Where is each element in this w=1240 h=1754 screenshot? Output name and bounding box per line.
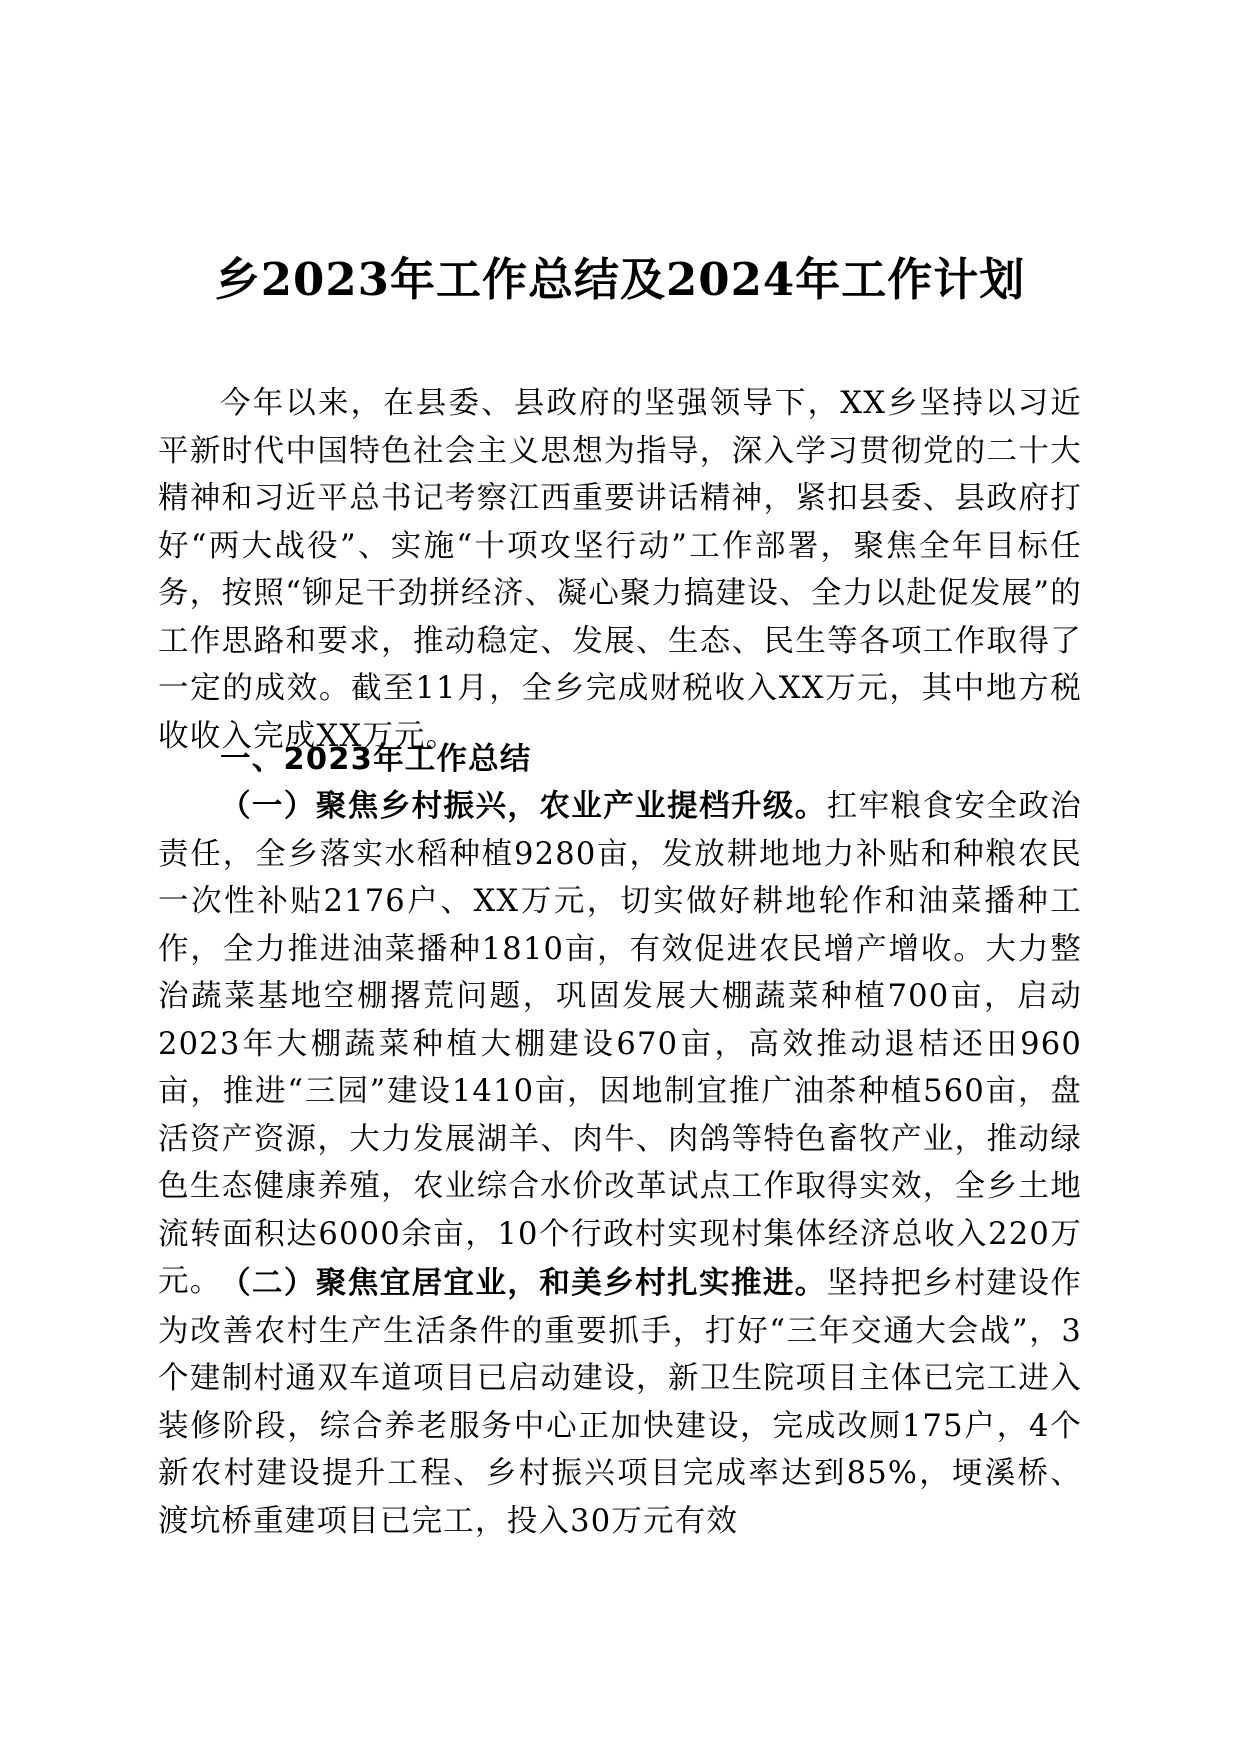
paragraph-body-livable-countryside: 坚持把乡村建设作为改善农村生产生活条件的重要抓手，打好“三年交通大会战”，3个建制村通双车道项目已启动建设，新卫生院项目主体已完工进入装修阶段，综合养老服务中心正加快建设，完成改厕175户，4个新农村建设提升工程、乡村振兴项目完成率达到85%，埂溪桥、渡坑桥重建项目已完工，投入30万元有效 [158,1266,1082,1539]
paragraph-lead-rural-revitalization: （一）聚焦乡村振兴，农业产业提档升级。 [220,788,827,824]
paragraph-livable-countryside [158,1260,1082,1545]
intro-paragraph: 今年以来，在县委、县政府的坚强领导下，XX乡坚持以习近平新时代中国特色社会主义思想为指导，深入学习贯彻党的二十大精神和习近平总书记考察江西重要讲话精神，紧扣县委、县政府打好“两大战役”、实施“十项攻坚行动”工作部署，聚焦全年目标任务，按照“铆足干劲拼经济、凝心聚力搞建设、全力以赴促发展”的工作思路和要求，推动稳定、发展、生态、民生等各项工作取得了一定的成效。截至11月，全乡完成财税收入XX万元，其中地方税收收入完成XX万元。 [158,386,1082,754]
paragraph-body-rural-revitalization: 扛牢粮食安全政治责任，全乡落实水稻种植9280亩，发放耕地地力补贴和种粮农民一次性补贴2176户、XX万元，切实做好耕地轮作和油菜播种工作，全力推进油菜播种1810亩，有效促进农民增产增收。大力整治蔬菜基地空棚撂荒问题，巩固发展大棚蔬菜种植700亩，启动2023年大棚蔬菜种植大棚建设670亩，高效推动退桔还田960亩，推进“三园”建设1410亩，因地制宜推广油茶种植560亩，盘活资产资源，大力发展湖羊、肉牛、肉鸽等特色畜牧产业，推动绿色生态健康养殖，农业综合水价改革试点工作取得实效，全乡土地流转面积达6000余亩，10个行政村实现村集体经济总收入220万元。 [158,789,1082,1299]
paragraph-rural-revitalization [158,783,1082,1306]
section-heading-work-summary: 一、2023年工作总结 [220,742,532,777]
paragraph-lead-livable-countryside: （二）聚焦宜居宜业，和美乡村扎实推进。 [220,1265,827,1301]
page-title: 乡2023年工作总结及2024年工作计划 [214,253,1026,306]
